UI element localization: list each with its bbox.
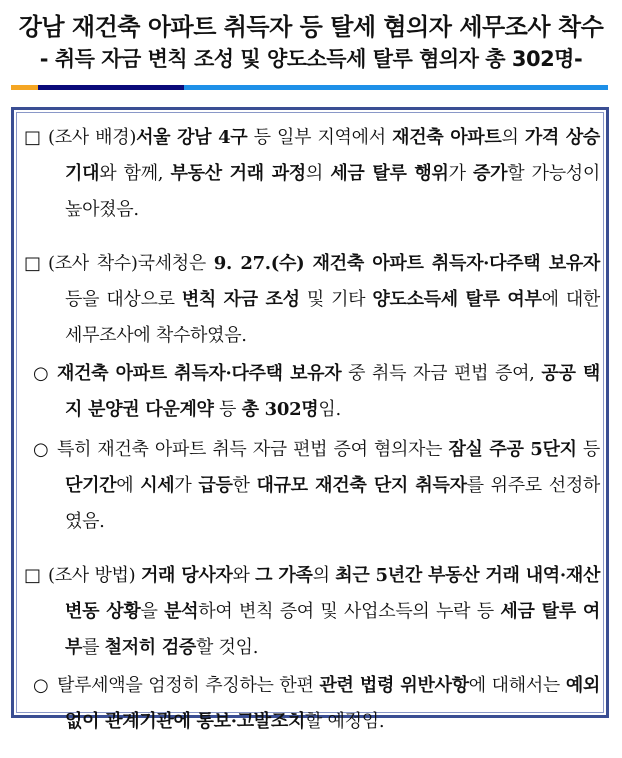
emphasized-text: 재건축 아파트 (392, 127, 502, 148)
body-text: 와 (232, 565, 256, 586)
headline (0, 10, 622, 74)
body-text: 와 함께, (99, 163, 171, 184)
divider-segment-orange (11, 85, 38, 90)
emphasized-text: 그 가족 (255, 565, 313, 586)
emphasized-text: 변칙 자금 조성 (181, 289, 300, 310)
section-paragraph (24, 558, 600, 666)
body-text: 가 (448, 163, 474, 184)
body-text: 등 일부 지역에서 (247, 127, 393, 148)
body-text: 국세청은 (137, 253, 214, 274)
sub-item-paragraph (24, 356, 600, 428)
emphasized-text: 서울 강남 4구 (136, 127, 248, 148)
circle-bullet-icon: ○ (33, 363, 49, 384)
body-text: 가 (174, 475, 199, 496)
headline-title: 강남 재건축 아파트 취득자 등 탈세 혐의자 세무조사 착수 (18, 13, 604, 41)
body-text: 를 위주로 선정하였음. (65, 475, 600, 532)
emphasized-text: 급등 (198, 475, 233, 496)
emphasized-text: 단기간 (65, 475, 117, 496)
divider-segment-navy (38, 85, 184, 90)
emphasized-text: 최근 5년간 부동산 거래 내역·재산 변동 상황 (65, 565, 601, 622)
body-text: (조사 배경) (48, 127, 137, 148)
body-text: 에 (116, 475, 141, 496)
body-text: 등 (576, 439, 600, 460)
body-text: 등 (213, 399, 242, 420)
header-divider-bar (11, 85, 608, 90)
body-text: 중 취득 자금 편법 증여, (341, 363, 542, 384)
body-text: (조사 착수) (48, 253, 138, 274)
headline-subtitle: - 취득 자금 변칙 조성 및 양도소득세 탈루 혐의자 총 302명- (39, 47, 583, 71)
emphasized-text: 시세 (140, 475, 175, 496)
emphasized-text: 세금 탈루 여부 (65, 601, 601, 658)
body-text: 에 대한 세무조사에 착수하였음. (65, 289, 600, 346)
summary-box (11, 107, 609, 732)
emphasized-text: 부동산 거래 과정 (170, 163, 306, 184)
emphasized-text: 증가 (473, 163, 508, 184)
body-text: 하여 변칙 증여 및 사업소득의 누락 등 (198, 601, 501, 622)
emphasized-text: 총 302명 (241, 399, 319, 420)
sub-item-paragraph (24, 668, 600, 740)
body-text: 임. (318, 399, 341, 420)
section-paragraph (24, 246, 600, 354)
body-text: 의 (312, 565, 336, 586)
emphasized-text: 예외 없이 관계기관에 통보·고발조치 (65, 675, 600, 732)
emphasized-text: 공공 택지 분양권 다운계약 (65, 363, 601, 420)
body-text: 를 (82, 637, 105, 658)
body-text: 등을 대상으로 (65, 289, 182, 310)
section-paragraph (24, 120, 600, 228)
body-text: 할 예정임. (305, 711, 385, 732)
circle-bullet-icon: ○ (33, 675, 49, 696)
emphasized-text: 분석 (164, 601, 199, 622)
body-text: 특히 재건축 아파트 취득 자금 편법 증여 혐의자는 (57, 439, 449, 460)
emphasized-text: 관련 법령 위반사항 (319, 675, 469, 696)
body-text: 할 가능성이 높아졌음. (65, 163, 600, 220)
summary-content (24, 120, 600, 758)
body-text: 의 (305, 163, 331, 184)
emphasized-text: 재건축 아파트 취득자·다주택 보유자 (57, 363, 342, 384)
circle-bullet-icon: ○ (33, 439, 49, 460)
body-text: 및 기타 (299, 289, 373, 310)
emphasized-text: 대규모 재건축 단지 취득자 (256, 475, 467, 496)
divider-segment-blue (184, 85, 608, 90)
emphasized-text: 양도소득세 탈루 여부 (372, 289, 542, 310)
body-text: 한 (232, 475, 257, 496)
body-text: 탈루세액을 엄정히 추징하는 한편 (57, 675, 320, 696)
emphasized-text: 세금 탈루 행위 (330, 163, 449, 184)
square-bullet-icon: □ (24, 127, 41, 148)
emphasized-text: 잠실 주공 5단지 (448, 439, 577, 460)
square-bullet-icon: □ (24, 565, 41, 586)
body-text: (조사 방법) (48, 565, 141, 586)
body-text: 에 대해서는 (468, 675, 566, 696)
body-text: 의 (501, 127, 525, 148)
emphasized-text: 거래 당사자 (140, 565, 233, 586)
body-text: 을 (140, 601, 165, 622)
body-text: 할 것임. (196, 637, 259, 658)
emphasized-text: 9. 27.(수) 재건축 아파트 취득자·다주택 보유자 (213, 253, 601, 274)
square-bullet-icon: □ (24, 253, 41, 274)
sub-item-paragraph (24, 432, 600, 540)
emphasized-text: 철저히 검증 (104, 637, 197, 658)
emphasized-text: 가격 상승 기대 (65, 127, 601, 184)
